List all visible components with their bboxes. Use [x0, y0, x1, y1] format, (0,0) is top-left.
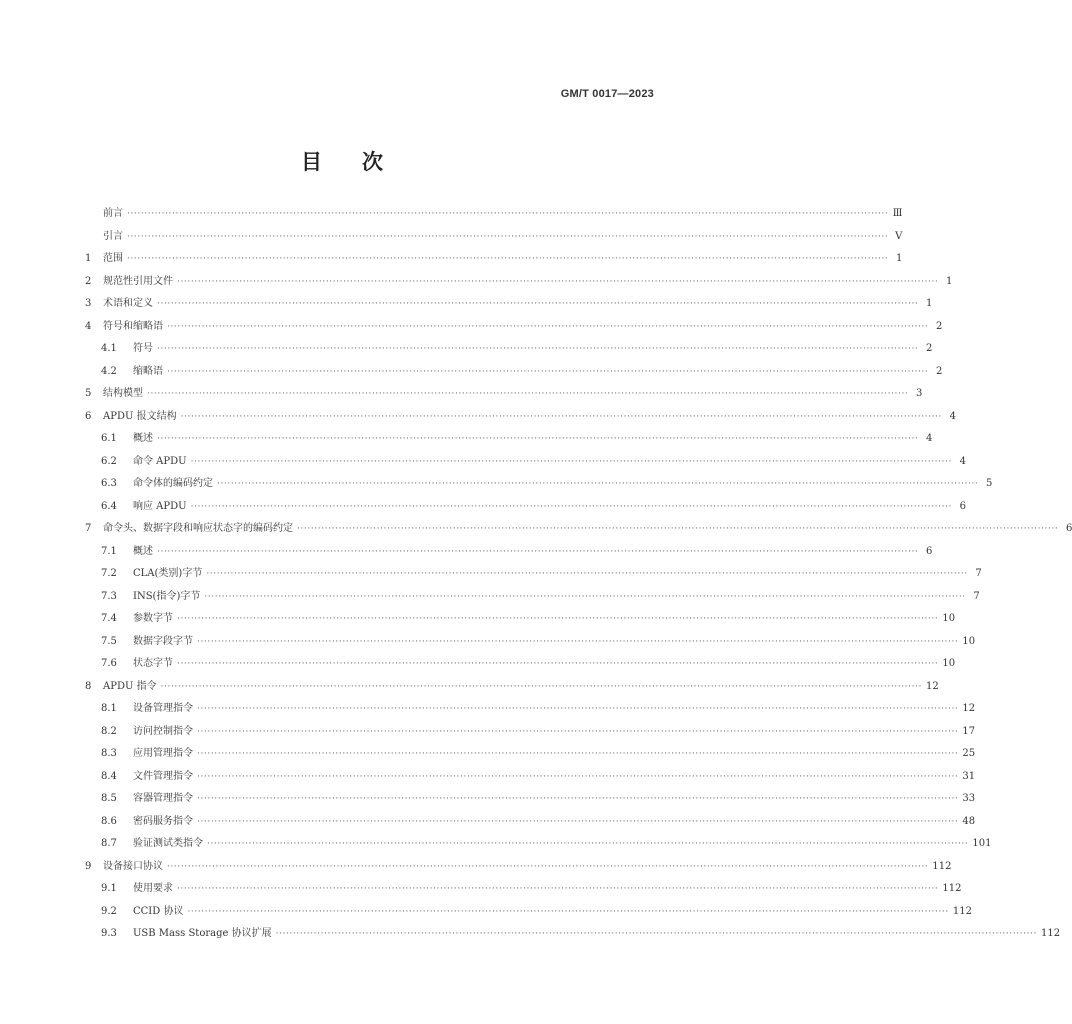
- toc-entry[interactable]: [85, 271, 953, 294]
- toc-leader-dots: ····························································································································································································································: [127, 254, 889, 264]
- toc-entry[interactable]: [85, 721, 976, 744]
- toc-entry[interactable]: [85, 788, 976, 811]
- toc-entry-number: 8: [85, 680, 92, 692]
- toc-entry-number: 7.1: [101, 545, 117, 557]
- toc-leader-dots: ····························································································································································································································: [147, 389, 909, 399]
- toc-entry-title: 命令头、数据字段和响应状态字的编码约定: [103, 523, 293, 534]
- toc-entry[interactable]: [85, 541, 933, 564]
- toc-entry-page: 6: [926, 545, 933, 557]
- toc-entry-title: APDU 指令: [103, 680, 157, 692]
- toc-entry-title: 术语和定义: [103, 298, 153, 309]
- toc-title: 目次: [301, 150, 423, 174]
- toc-entry[interactable]: [85, 248, 903, 271]
- toc-entry-page: 1: [896, 253, 903, 264]
- toc-entry-page: 101: [972, 838, 992, 849]
- toc-entry-page: 2: [936, 365, 943, 377]
- toc-entry[interactable]: [85, 698, 976, 721]
- toc-entry-title: 命令体的编码约定: [133, 478, 213, 489]
- toc-entry-number: 6.2: [101, 455, 117, 467]
- toc-entry-title: CLA(类别)字节: [133, 568, 203, 579]
- toc-entry-title: 引言: [103, 230, 123, 242]
- toc-leader-dots: ····························································································································································································································: [197, 749, 959, 759]
- toc-entry-title: 文件管理指令: [133, 770, 193, 782]
- toc-entry-number: 6: [85, 410, 92, 422]
- toc-entry-title: 密码服务指令: [133, 815, 193, 827]
- toc-entry-page: 1: [946, 275, 953, 287]
- toc-entry-number: 3: [85, 298, 92, 309]
- toc-entry[interactable]: [85, 878, 962, 901]
- toc-entry-page: 7: [975, 568, 982, 579]
- toc-leader-dots: ····························································································································································································································: [177, 276, 939, 287]
- toc-leader-dots: ····························································································································································································································: [197, 816, 959, 827]
- toc-leader-dots: ····························································································································································································································: [197, 726, 959, 737]
- toc-leader-dots: ····························································································································································································································: [157, 344, 919, 354]
- toc-leader-dots: ····························································································································································································································: [204, 591, 966, 602]
- toc-entry[interactable]: [85, 608, 956, 631]
- toc-leader-dots: ····························································································································································································································: [197, 794, 959, 804]
- toc-entry-title: 数据字段字节: [133, 635, 193, 647]
- toc-entry-title: 验证测试类指令: [133, 838, 203, 849]
- toc-entry-number: 5: [85, 388, 92, 399]
- table-of-contents: [85, 203, 1072, 946]
- toc-leader-dots: ····························································································································································································································: [177, 614, 939, 624]
- toc-leader-dots: ····························································································································································································································: [167, 861, 929, 872]
- toc-entry[interactable]: [85, 316, 943, 339]
- toc-entry-number: 7.2: [101, 568, 117, 579]
- toc-entry-number: 9.2: [101, 905, 117, 917]
- toc-entry-number: 8.6: [101, 815, 117, 827]
- toc-entry[interactable]: [85, 361, 943, 384]
- toc-entry-number: 8.3: [101, 748, 117, 759]
- toc-leader-dots: ····························································································································································································································: [157, 546, 919, 557]
- toc-entry-number: 4.1: [101, 343, 117, 354]
- toc-entry-page: 4: [926, 433, 933, 444]
- toc-entry-page: 112: [942, 883, 962, 894]
- toc-leader-dots: ····························································································································································································································: [160, 681, 922, 692]
- toc-entry-page: 31: [962, 770, 976, 782]
- toc-entry-number: 8.4: [101, 770, 117, 782]
- toc-entry-page: 12: [962, 703, 976, 714]
- toc-entry[interactable]: [85, 226, 903, 249]
- toc-entry-title: 概述: [133, 433, 153, 444]
- toc-entry-title: 参数字节: [133, 613, 173, 624]
- toc-leader-dots: ····························································································································································································································: [197, 636, 959, 647]
- toc-entry-page: 112: [952, 905, 972, 917]
- toc-entry-title: 访问控制指令: [133, 725, 193, 737]
- toc-entry-number: 7: [85, 523, 92, 534]
- toc-entry-title: 容器管理指令: [133, 793, 193, 804]
- toc-leader-dots: ····························································································································································································································: [177, 884, 939, 894]
- toc-entry-number: 1: [85, 253, 92, 264]
- toc-entry-title: 概述: [133, 545, 153, 557]
- toc-entry-page: 10: [942, 658, 956, 669]
- toc-entry-page: Ⅴ: [895, 230, 903, 242]
- toc-entry-title: 前言: [103, 208, 123, 219]
- toc-leader-dots: ····························································································································································································································: [180, 411, 942, 422]
- toc-entry-number: 4.2: [101, 365, 117, 377]
- toc-entry-title: 使用要求: [133, 883, 173, 894]
- toc-entry-number: 4: [85, 320, 92, 332]
- toc-entry[interactable]: [85, 811, 976, 834]
- toc-entry-page: 17: [962, 725, 976, 737]
- toc-leader-dots: ····························································································································································································································: [190, 456, 952, 467]
- toc-entry[interactable]: [85, 451, 966, 474]
- toc-leader-dots: ····························································································································································································································: [206, 569, 968, 579]
- toc-entry-title: 缩略语: [133, 365, 163, 377]
- toc-entry-title: 设备接口协议: [103, 860, 163, 872]
- toc-leader-dots: ····························································································································································································································: [207, 839, 969, 849]
- toc-entry-page: 10: [942, 613, 956, 624]
- toc-leader-dots: ····························································································································································································································: [187, 906, 949, 917]
- toc-leader-dots: ····························································································································································································································: [275, 929, 1037, 939]
- toc-entry[interactable]: [85, 563, 982, 586]
- toc-entry-page: 112: [1040, 928, 1061, 939]
- toc-entry-number: 9.1: [101, 883, 117, 894]
- toc-entry-title: 范围: [103, 253, 123, 264]
- toc-entry-number: 6.4: [101, 500, 117, 512]
- toc-entry-title: 应用管理指令: [133, 748, 193, 759]
- toc-entry-page: 7: [973, 590, 980, 602]
- toc-leader-dots: ····························································································································································································································: [127, 231, 889, 242]
- toc-entry-page: 6: [1066, 523, 1072, 534]
- toc-entry-page: 2: [936, 320, 943, 332]
- toc-entry-page: 1: [926, 298, 933, 309]
- toc-entry[interactable]: [85, 631, 976, 654]
- toc-entry-number: 7.6: [101, 658, 117, 669]
- toc-leader-dots: ····························································································································································································································: [190, 501, 952, 512]
- toc-entry-page: 112: [932, 860, 952, 872]
- toc-entry-number: 9.3: [101, 928, 117, 939]
- toc-leader-dots: ····························································································································································································································: [197, 704, 959, 714]
- toc-entry-page: 25: [962, 748, 976, 759]
- toc-entry-title: 状态字节: [133, 658, 173, 669]
- toc-leader-dots: ····························································································································································································································: [157, 299, 919, 309]
- toc-entry-number: 8.5: [101, 793, 117, 804]
- toc-entry[interactable]: [85, 428, 933, 451]
- toc-entry[interactable]: [85, 293, 933, 316]
- toc-entry-title: USB Mass Storage 协议扩展: [133, 928, 272, 939]
- toc-entry-page: 33: [962, 793, 976, 804]
- toc-entry-title: 命令 APDU: [133, 455, 187, 467]
- toc-entry-title: CCID 协议: [133, 905, 184, 917]
- toc-entry[interactable]: [85, 743, 976, 766]
- toc-entry-number: 8.2: [101, 725, 117, 737]
- toc-entry[interactable]: [85, 406, 956, 429]
- toc-entry-title: 规范性引用文件: [103, 275, 173, 287]
- toc-entry-page: 6: [959, 500, 966, 512]
- toc-entry-number: 6.1: [101, 433, 117, 444]
- toc-entry[interactable]: [85, 383, 923, 406]
- toc-leader-dots: ····························································································································································································································: [127, 209, 889, 219]
- toc-entry[interactable]: [85, 586, 980, 609]
- document-code: GM/T 0017—2023: [560, 88, 654, 100]
- toc-entry[interactable]: [85, 856, 952, 879]
- toc-entry-page: 12: [925, 680, 939, 692]
- toc-entry-page: 4: [949, 410, 956, 422]
- toc-entry-number: 8.7: [101, 838, 117, 849]
- toc-entry[interactable]: [85, 473, 993, 496]
- toc-entry-page: 4: [959, 455, 966, 467]
- toc-entry-number: 7.5: [101, 635, 117, 647]
- toc-entry-page: 48: [962, 815, 976, 827]
- toc-entry-page: 10: [962, 635, 976, 647]
- toc-entry-title: 符号: [133, 343, 153, 354]
- toc-leader-dots: ····························································································································································································································: [197, 771, 959, 782]
- toc-entry-number: 2: [85, 275, 92, 287]
- toc-entry-number: 7.4: [101, 613, 117, 624]
- toc-leader-dots: ····························································································································································································································: [167, 366, 929, 377]
- toc-leader-dots: ····························································································································································································································: [157, 434, 919, 444]
- toc-entry[interactable]: [85, 833, 992, 856]
- toc-entry-title: INS(指令)字节: [133, 590, 201, 602]
- toc-entry[interactable]: [85, 653, 956, 676]
- toc-entry-number: 7.3: [101, 590, 117, 602]
- toc-entry[interactable]: [85, 203, 903, 226]
- toc-entry-number: 6.3: [101, 478, 117, 489]
- toc-entry-title: APDU 报文结构: [103, 410, 177, 422]
- toc-entry[interactable]: [85, 338, 933, 361]
- toc-entry-page: 5: [986, 478, 993, 489]
- toc-entry-number: 8.1: [101, 703, 117, 714]
- toc-entry[interactable]: [85, 923, 1061, 946]
- toc-entry-number: 9: [85, 860, 92, 872]
- toc-entry-title: 响应 APDU: [133, 500, 187, 512]
- toc-entry[interactable]: [85, 901, 972, 924]
- toc-leader-dots: ····························································································································································································································: [167, 321, 929, 332]
- toc-leader-dots: ····························································································································································································································: [217, 479, 979, 489]
- toc-entry-page: 3: [916, 388, 923, 399]
- toc-entry-page: Ⅲ: [892, 208, 903, 219]
- toc-leader-dots: ····························································································································································································································: [177, 659, 939, 669]
- toc-entry[interactable]: [85, 496, 966, 519]
- toc-entry-title: 结构模型: [103, 388, 143, 399]
- toc-entry[interactable]: [85, 676, 939, 699]
- toc-entry[interactable]: [85, 766, 976, 789]
- toc-entry-title: 符号和缩略语: [103, 320, 163, 332]
- toc-entry[interactable]: [85, 518, 1072, 541]
- toc-entry-page: 2: [926, 343, 933, 354]
- toc-leader-dots: ····························································································································································································································: [297, 524, 1059, 534]
- toc-entry-title: 设备管理指令: [133, 703, 193, 714]
